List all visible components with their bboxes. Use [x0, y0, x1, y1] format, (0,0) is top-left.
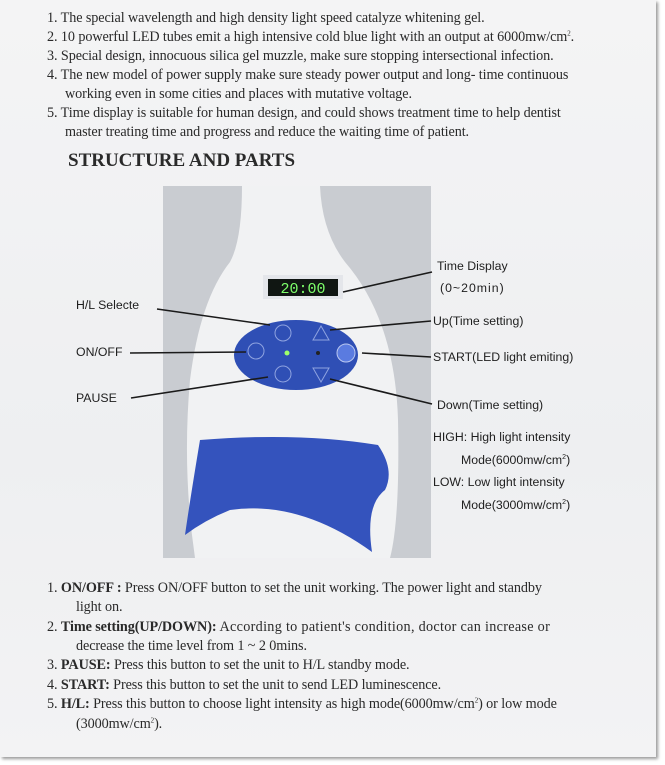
label-onoff: ON/OFF — [76, 345, 123, 359]
label-hl-select: H/L Selecte — [76, 298, 140, 312]
part-4: 4. START: Press this button to set the unit to send LED luminescence. — [47, 677, 442, 693]
feature-2: 2. 10 powerful LED tubes emit a high intensive cold blue light with an output at $6000mw/cm^2$. — [47, 29, 575, 45]
part-2-cont: decrease the time level from 1 ~ 2 0mins. — [76, 638, 307, 654]
label-up: Up(Time setting) — [433, 314, 524, 328]
standby-led — [316, 351, 320, 355]
start-button — [337, 344, 355, 362]
part-5-cont: $(3000mw/cm^2)$. — [76, 716, 163, 732]
label-down: Down(Time setting) — [437, 398, 544, 412]
feature-5-cont: master treating time and progress and reduce the waiting time of patient. — [65, 124, 469, 140]
label-time-display: Time Display — [437, 259, 508, 273]
feature-5: 5. Time display is suitable for human design, and could shows treatment time to help dentist — [47, 105, 561, 121]
label-low: LOW: Low light intensity — [433, 475, 565, 489]
part-2: 2. Time setting(UP/DOWN): According to patient's condition, doctor can increase or — [47, 619, 551, 635]
feature-3: 3. Special design, innocuous silica gel muzzle, make sure stopping intersectional infection. — [47, 48, 554, 64]
label-low-mode: $Mode(3000mw/cm^2)$ — [461, 498, 571, 512]
part-3: 3. PAUSE: Press this button to set the unit to H/L standby mode. — [47, 657, 410, 673]
label-high-mode: $Mode(6000mw/cm^2)$ — [461, 453, 571, 467]
feature-1: 1. The special wavelength and high density light speed catalyze whitening gel. — [47, 10, 485, 26]
feature-4-cont: working even in some cities and places with mutative voltage. — [65, 86, 412, 102]
feature-4: 4. The new model of power supply make sure steady power output and long- time continuous — [47, 67, 569, 83]
part-1-cont: light on. — [76, 599, 123, 615]
label-time-range: (0~20min) — [440, 281, 505, 295]
section-heading: STRUCTURE AND PARTS — [68, 150, 296, 171]
label-high: HIGH: High light intensity — [433, 430, 571, 444]
part-5: 5. H/L: Press this button to choose light intensity as high $mode(6000mw/cm^2)$ or low mode — [47, 696, 557, 712]
label-start: START(LED light emiting) — [433, 350, 574, 364]
power-led — [285, 351, 290, 356]
part-1: 1. ON/OFF : Press ON/OFF button to set the unit working. The power light and standby — [47, 580, 542, 596]
label-pause: PAUSE — [76, 391, 117, 405]
display-value: 20:00 — [280, 281, 326, 298]
